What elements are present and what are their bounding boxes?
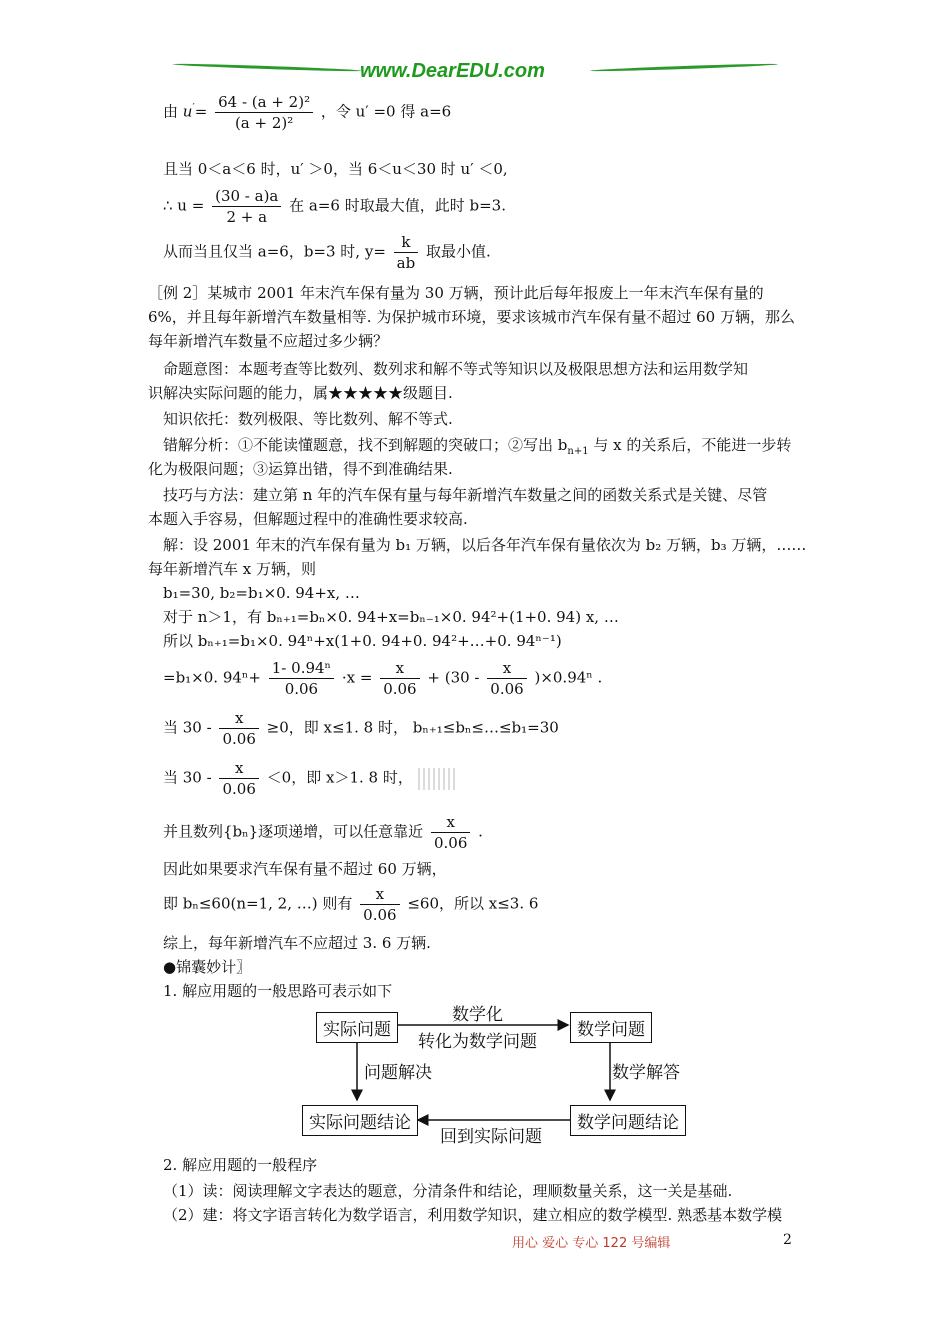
method-paragraph-2: 本题入手容易，但解题过程中的准确性要求较高. [148,510,468,528]
solution-paragraph: 解：设 2001 年末的汽车保有量为 b₁ 万辆，以后各年汽车保有量依次为 b₂ 万辆，b₃ 万辆，…… [163,536,807,554]
equation-6: 当 30 - $\frac{x}{0.06}$ ＜0，即 x＞1. 8 时， [163,758,456,799]
label-solve-problem: 问题解决 [364,1063,432,1083]
deriv-line: 由 u′= $\frac{\text{64 - (a + 2)²}}{\text{(a + 2)²}}$ ，令 u′ =0 得 a=6 [163,93,452,132]
solution-paragraph-2: 每年新增汽车 x 万辆，则 [148,560,316,578]
sign-line: 且当 0＜a＜6 时，u′ ＞0，当 6＜u＜30 时 u′ ＜0, [163,160,508,178]
label-convert: 转化为数学问题 [418,1032,537,1052]
equation-1: b₁=30, b₂=b₁×0. 94+x, … [163,584,360,602]
equation-4: =b₁×0. 94ⁿ+ $\frac{\text{1- 0.94ⁿ}}{0.06}$ ·x = $\frac{x}{0.06}$ + (30 - $\frac{x}{0.06}$ )×0.94ⁿ . [163,659,603,698]
step-build: （2）建：将文字语言转化为数学语言，利用数学知识，建立相应的数学模型. 熟悉基本数学模 [163,1206,783,1224]
header-site-logo: www.DearEDU.com [360,60,545,82]
equation-2: 对于 n＞1，有 bₙ₊₁=bₙ×0. 94+x=bₙ₋₁×0. 94²+(1+0. 94) x, … [163,608,619,626]
equation-5: 当 30 - $\frac{x}{0.06}$ ≥0，即 x≤1. 8 时， bₙ₊₁≤bₙ≤…≤b₁=30 [163,709,559,748]
box-real-problem: 实际问题 [316,1012,398,1043]
equation-3: 所以 bₙ₊₁=b₁×0. 94ⁿ+x(1+0. 94+0. 94²+…+0. 94ⁿ⁻¹) [163,632,562,650]
example-paragraph-3: 每年新增汽车数量不应超过多少辆？ [148,332,389,350]
section-title: ●锦囊妙计〗 [163,958,252,976]
equation-7: 并且数列{bₙ}逐项递增，可以任意靠近 $\frac{x}{0.06}$ . [163,813,483,852]
method-paragraph: 技巧与方法：建立第 n 年的汽车保有量与每年新增汽车数量之间的函数关系式是关键、尽管 [163,486,768,504]
error-paragraph: 错解分析：①不能读懂题意，找不到解题的突破口；②写出 $b_{n+1}$ 与 x 的关系后，不能进一步转 [163,436,792,457]
subsection-1: 1. 解应用题的一般思路可表示如下 [163,982,393,1000]
conclusion-line: 综上，每年新增汽车不应超过 3. 6 万辆. [163,934,431,952]
label-return: 回到实际问题 [440,1127,542,1147]
footer-credit: 用心 爱心 专心 122 号编辑 [512,1236,671,1251]
deriv-fraction: $\frac{\text{64 - (a + 2)²}}{\text{(a + 2)²}}$ [215,92,313,133]
knowledge-paragraph: 知识依托：数列极限、等比数列、解不等式. [163,410,453,428]
min-line: 从而当且仅当 a=6，b=3 时, y= $\frac{k}{ab}$ 取最小值. [163,233,491,272]
equation-9: 即 bₙ≤60(n=1, 2, …) 则有 $\frac{x}{0.06}$ ≤60，所以 x≤3. 6 [163,885,539,924]
intent-paragraph-2: 识解决实际问题的能力，属★★★★★级题目. [148,384,453,402]
u-line: ∴ u = $\frac{(30 - a)a}{2 + a}$ 在 a=6 时取最大值，此时 b=3. [163,187,506,226]
equation-8: 因此如果要求汽车保有量不超过 60 万辆， [163,860,447,878]
example-paragraph: ［例 2］某城市 2001 年末汽车保有量为 30 万辆，预计此后每年报废上一年末汽车保有量的 [148,284,764,302]
box-real-conclusion: 实际问题结论 [302,1105,418,1136]
box-math-problem: 数学问题 [570,1012,652,1043]
step-read: （1）读：阅读理解文字表达的题意，分清条件和结论，理顺数量关系，这一关是基础. [163,1182,733,1200]
example-paragraph-2: 6%，并且每年新增汽车数量相等. 为保护城市环境，要求该城市汽车保有量不超过 60 万辆，那么 [148,308,795,326]
error-paragraph-2: 化为极限问题；③运算出错，得不到准确结果. [148,460,453,478]
page-number: 2 [783,1232,792,1248]
subsection-2: 2. 解应用题的一般程序 [163,1156,318,1174]
box-math-conclusion: 数学问题结论 [570,1105,686,1136]
label-math-answer: 数学解答 [612,1063,680,1083]
label-mathematize: 数学化 [452,1005,503,1025]
intent-paragraph: 命题意图：本题考查等比数列、数列求和解不等式等知识以及极限思想方法和运用数学知 [163,360,749,378]
